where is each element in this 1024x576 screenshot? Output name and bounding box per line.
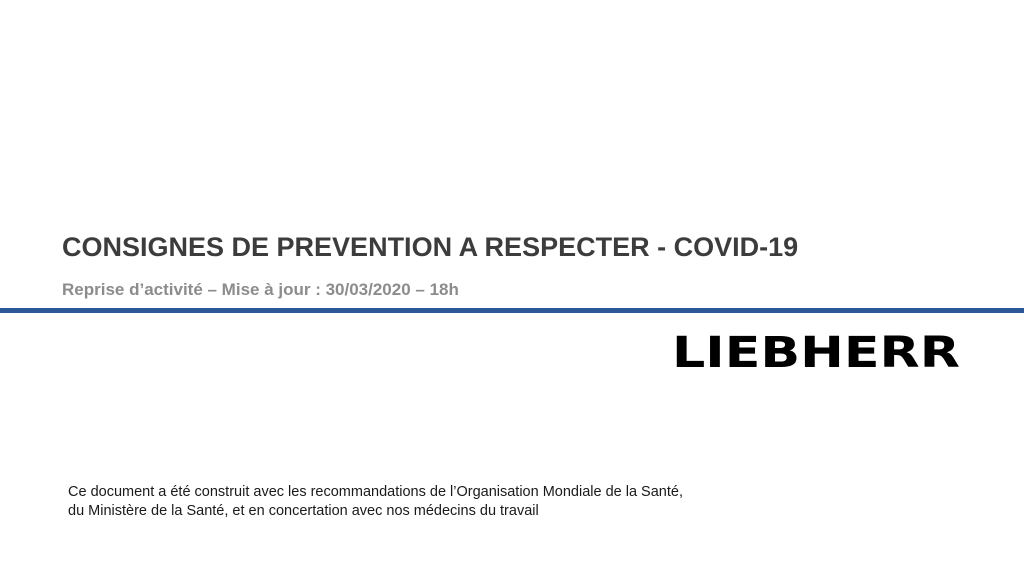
footnote-line: Ce document a été construit avec les recommandations de l’Organisation Mondiale de la Santé, <box>68 484 683 500</box>
page-title: CONSIGNES DE PREVENTION A RESPECTER - COVID-19 <box>62 232 799 262</box>
logo-wordmark: LIEBHERR <box>672 334 960 374</box>
footnote <box>68 483 683 521</box>
accent-divider <box>0 308 1024 313</box>
liebherr-logo <box>671 334 961 374</box>
page-subtitle: Reprise d’activité – Mise à jour : 30/03/2020 – 18h <box>62 280 459 299</box>
footnote-line: du Ministère de la Santé, et en concertation avec nos médecins du travail <box>68 503 539 519</box>
